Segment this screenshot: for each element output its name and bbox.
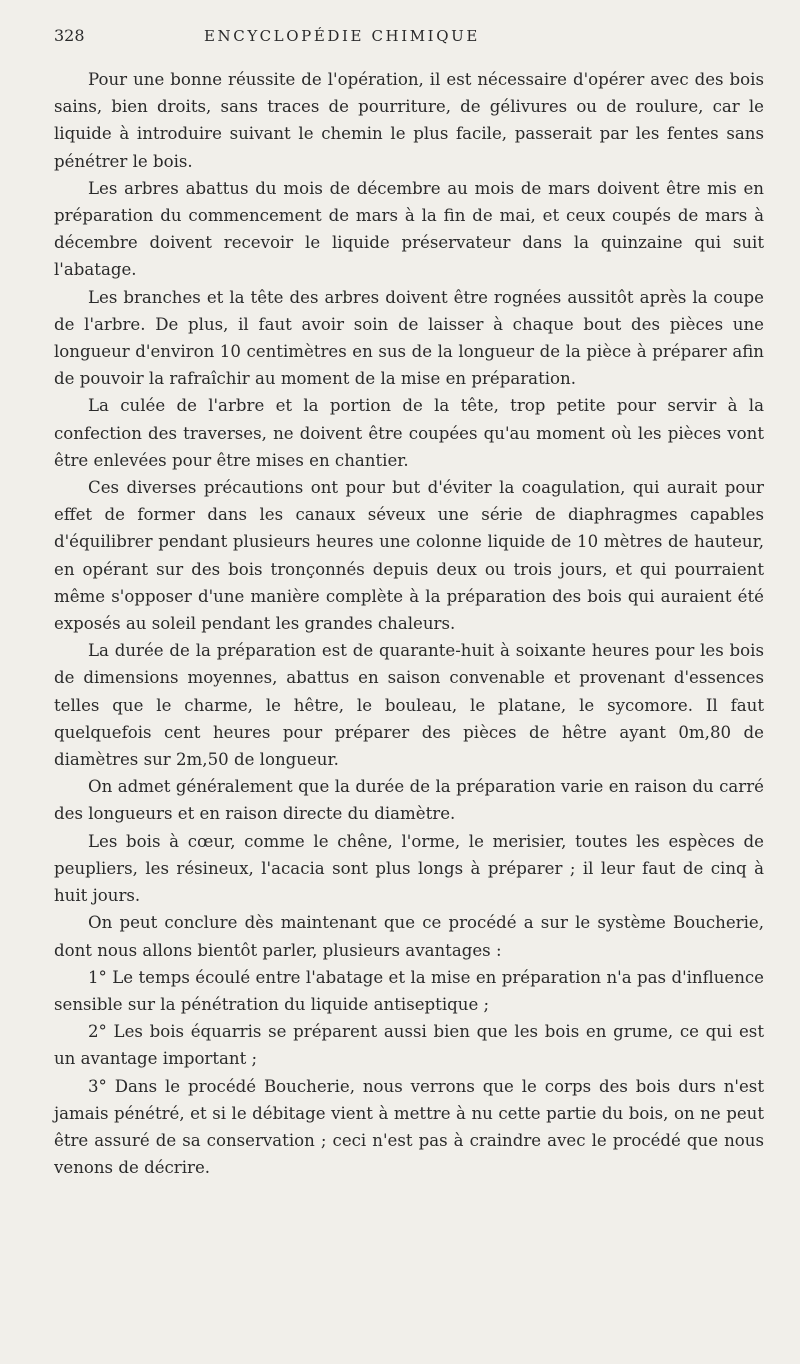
paragraph: Les branches et la tête des arbres doivent être rognées aussitôt après la coupe de l'arbre. De plus, il faut avoir soin de laisser à chaque bout des pièces une longueur d'environ 10 centimètres en sus de la longueur de la pièce à préparer afin de pouvoir la rafraîchir au moment de la mise en préparation. bbox=[54, 287, 764, 389]
list-item-paragraph: 2° Les bois équarris se préparent aussi bien que les bois en grume, ce qui est un avantage important ; bbox=[54, 1022, 764, 1069]
paragraph: On admet généralement que la durée de la préparation varie en raison du carré des longueurs et en raison directe du diamètre. bbox=[54, 777, 764, 824]
page-number: 328 bbox=[54, 26, 85, 45]
paragraph: Pour une bonne réussite de l'opération, il est nécessaire d'opérer avec des bois sains, bien droits, sans traces de pourriture, de gélivures ou de roulure, car le liquide à introduire suivant le chemin le plus facile, passerait par les fentes sans pénétrer le bois. bbox=[54, 70, 764, 171]
list-item-paragraph: 3° Dans le procédé Boucherie, nous verrons que le corps des bois durs n'est jamais pénétré, et si le débitage vient à mettre à nu cette partie du bois, on ne peut être assuré de sa conservation ; ceci n'est pas à craindre avec le procédé que nous venons de décrire. bbox=[54, 1076, 764, 1178]
paragraph: La durée de la préparation est de quarante-huit à soixante heures pour les bois de dimensions moyennes, abattus en saison convenable et provenant d'essences telles que le charme, le hêtre, le bouleau, le platane, le sycomore. Il faut quelquefois cent heures pour préparer des pièces de hêtre ayant 0m,80 de diamètres sur 2m,50 de longueur. bbox=[54, 641, 764, 770]
paragraph: On peut conclure dès maintenant que ce procédé a sur le système Boucherie, dont nous allons bientôt parler, plusieurs avantages : bbox=[54, 913, 764, 960]
paragraph: Les arbres abattus du mois de décembre au mois de mars doivent être mis en préparation du commencement de mars à la fin de mai, et ceux coupés de mars à décembre doivent recevoir le liquide préservateur dans la quinzaine qui suit l'abatage. bbox=[54, 178, 764, 280]
page-body bbox=[54, 66, 764, 1181]
running-title: ENCYCLOPÉDIE CHIMIQUE bbox=[204, 27, 480, 45]
list-item-paragraph: 1° Le temps écoulé entre l'abatage et la mise en préparation n'a pas d'influence sensible sur la pénétration du liquide antiseptique ; bbox=[54, 967, 764, 1014]
paragraph: Ces diverses précautions ont pour but d'éviter la coagulation, qui aurait pour effet de former dans les canaux séveux une série de diaphragmes capables d'équilibrer pendant plusieurs heures une colonne liquide de 10 mètres de hauteur, en opérant sur des bois tronçonnés depuis deux ou trois jours, et qui pourraient même s'opposer d'une manière complète à la préparation des bois qui auraient été exposés au soleil pendant les grandes chaleurs. bbox=[54, 478, 764, 634]
paragraph: La culée de l'arbre et la portion de la tête, trop petite pour servir à la confection des traverses, ne doivent être coupées qu'au moment où les pièces vont être enlevées pour être mises en chantier. bbox=[54, 396, 764, 470]
page-header bbox=[54, 26, 764, 60]
paragraph: Les bois à cœur, comme le chêne, l'orme, le merisier, toutes les espèces de peupliers, les résineux, l'acacia sont plus longs à préparer ; il leur faut de cinq à huit jours. bbox=[54, 831, 764, 906]
